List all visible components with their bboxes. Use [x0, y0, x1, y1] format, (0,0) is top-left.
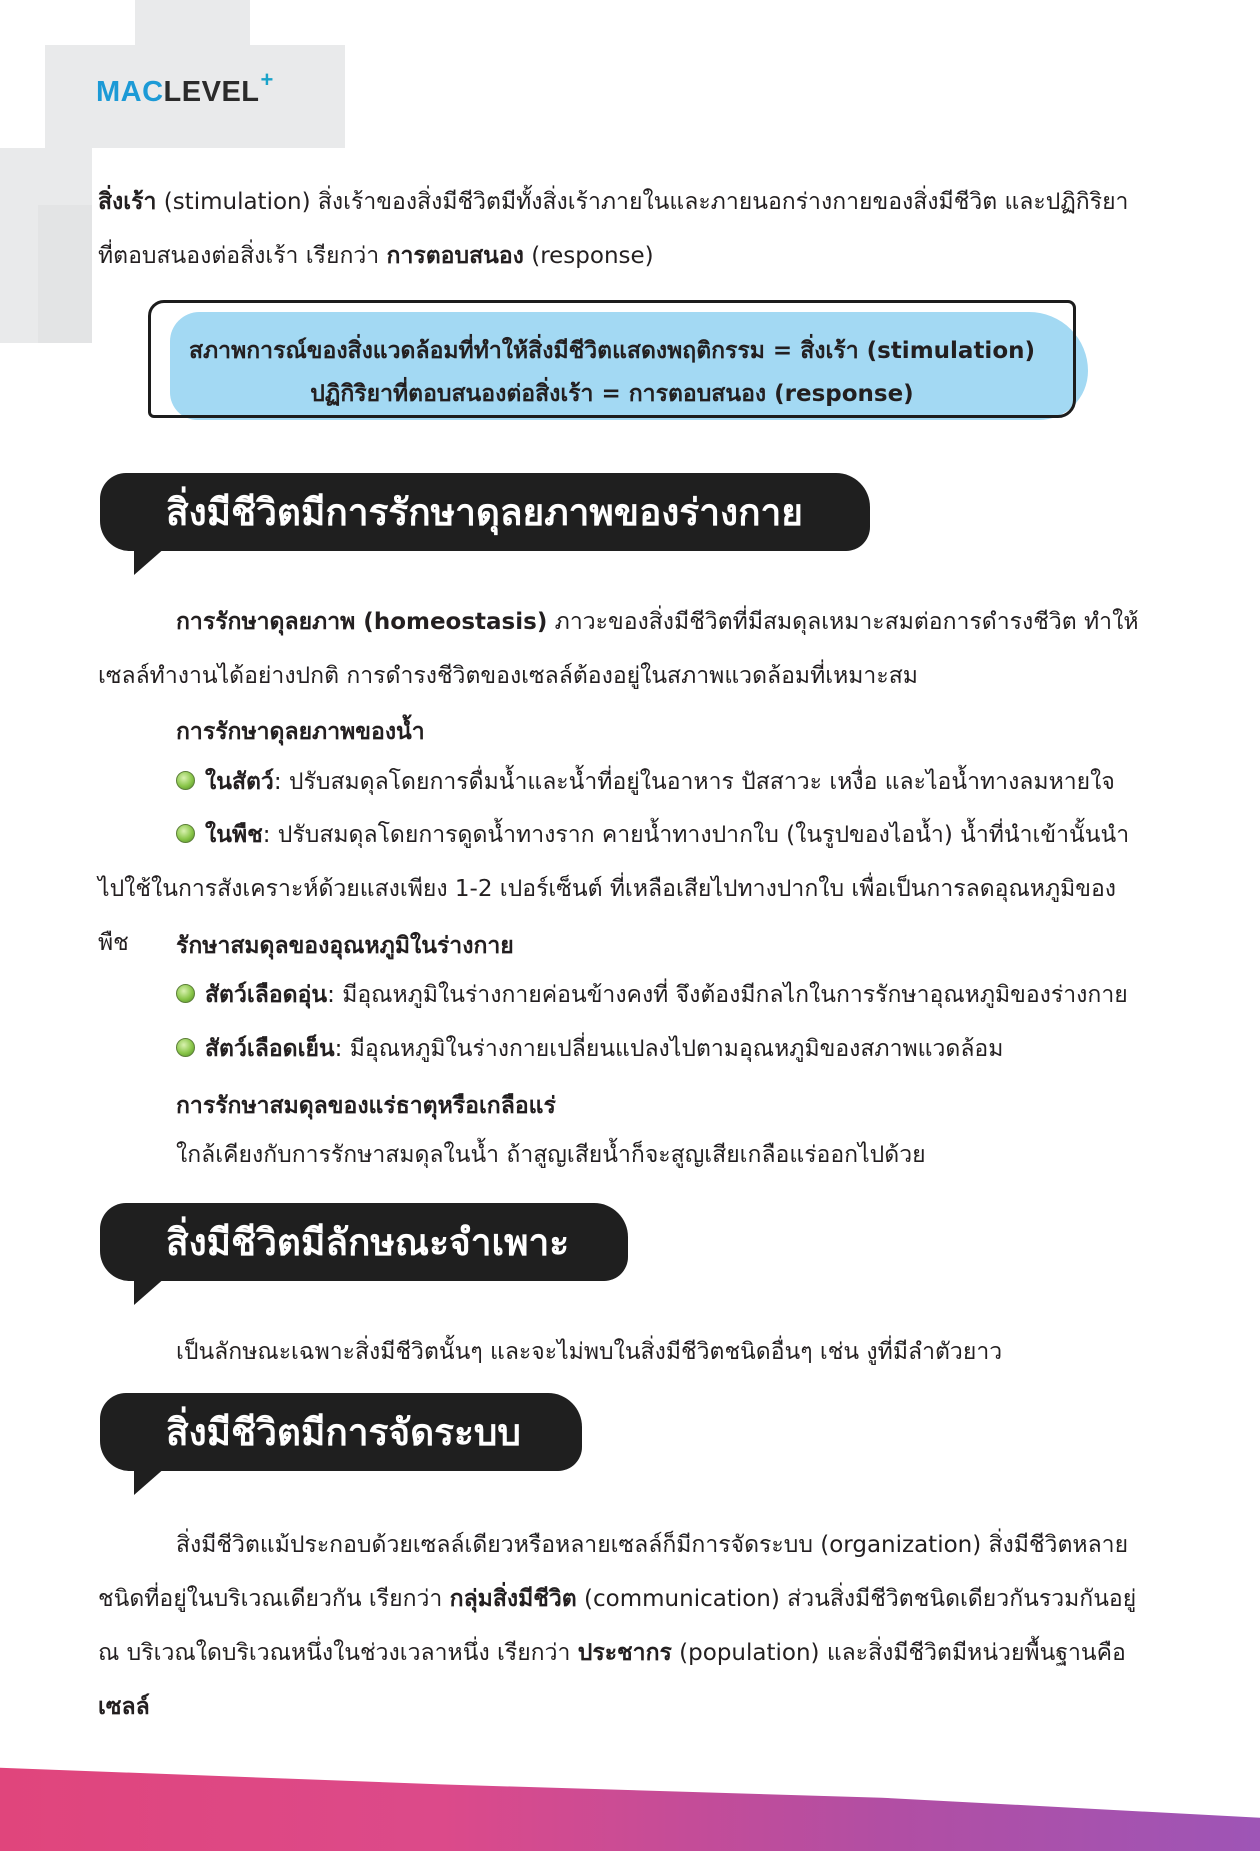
- logo-level: LEVEL: [163, 76, 260, 108]
- organization-bold-1: กลุ่มสิ่งมีชีวิต: [449, 1586, 577, 1612]
- maclevel-logo: [96, 67, 274, 109]
- section-heading: สิ่งมีชีวิตมีการจัดระบบ: [100, 1393, 582, 1471]
- bullet-animal-label: ในสัตว์: [205, 769, 274, 795]
- bullet-warm-text: : มีอุณหภูมิในร่างกายค่อนข้างคงที่ จึงต้องมีกลไกในการรักษาอุณหภูมิของร่างกาย: [327, 982, 1128, 1008]
- organization-text-2: (communication) ส่วนสิ่งมีชีวิตชนิดเดียวกันรวมกันอยู่ ณ บริเวณใดบริเวณหนึ่งในช่วงเวลาหนึ่ง เรียกว่า: [98, 1586, 1137, 1666]
- bullet-cold-blooded: [176, 1022, 1146, 1076]
- temperature-heading: รักษาสมดุลของอุณหภูมิในร่างกาย: [176, 933, 514, 959]
- banner-tail: [134, 547, 166, 575]
- intro-term-2: การตอบสนอง: [386, 243, 524, 269]
- bullet-animal-text: : ปรับสมดุลโดยการดื่มน้ำและน้ำที่อยู่ในอาหาร ปัสสาวะ เหงื่อ และไอน้ำทางลมหายใจ: [273, 769, 1115, 795]
- bullet-cold-text: : มีอุณหภูมิในร่างกายเปลี่ยนแปลงไปตามอุณหภูมิของสภาพแวดล้อม: [334, 1036, 1004, 1062]
- mineral-text: ใกล้เคียงกับการรักษาสมดุลในน้ำ ถ้าสูญเสียน้ำก็จะสูญเสียเกลือแร่ออกไปด้วย: [176, 1142, 926, 1168]
- callout-text: [148, 330, 1076, 416]
- homeostasis-text: ภาวะของสิ่งมีชีวิตที่มีสมดุลเหมาะสมต่อการดำรงชีวิต ทำให้เซลล์ทำงานได้อย่างปกติ การดำรงชีวิตของเซลล์ต้องอยู่ในสภาพแวดล้อมที่เหมาะสม: [98, 609, 1139, 689]
- organization-bold-2: ประชากร: [577, 1640, 672, 1666]
- background-decoration: [38, 205, 92, 343]
- banner-tail: [134, 1277, 166, 1305]
- logo-plus-icon: +: [260, 67, 274, 92]
- callout-line-2: ปฏิกิริยาที่ตอบสนองต่อสิ่งเร้า = การตอบสนอง (response): [310, 381, 914, 407]
- organization-bold-3: เซลล์: [98, 1694, 150, 1720]
- intro-text-1: (stimulation) สิ่งเร้าของสิ่งมีชีวิตมีทั้งสิ่งเร้าภายในและภายนอกร่างกายของสิ่งมีชีวิต และปฏิกิริยาที่ตอบสนองต่อสิ่งเร้า เรียกว่า: [98, 189, 1129, 269]
- bullet-dot-icon: [176, 771, 195, 790]
- organization-text-3: (population) และสิ่งมีชีวิตมีหน่วยพื้นฐานคือ: [671, 1640, 1126, 1666]
- intro-paragraph: [98, 175, 1143, 283]
- homeostasis-paragraph: [98, 595, 1143, 703]
- section-heading: สิ่งมีชีวิตมีลักษณะจำเพาะ: [100, 1203, 628, 1281]
- footer-gradient: [0, 1740, 1260, 1851]
- banner-tail: [134, 1467, 166, 1495]
- bullet-plant-text: : ปรับสมดุลโดยการดูดน้ำทางราก คายน้ำทางปากใบ (ในรูปของไอน้ำ) น้ำที่นำเข้านั้นนำไปใช้ในการสังเคราะห์ด้วยแสงเพียง 1-2 เปอร์เซ็นต์ ที่เหลือเสียไปทางปากใบ เพื่อเป็นการลดอุณหภูมิของพืช: [98, 822, 1130, 956]
- organization-text-1: สิ่งมีชีวิตแม้ประกอบด้วยเซลล์เดียวหรือหลายเซลล์ก็มีการจัดระบบ (organization) สิ่งมีชีวิตหลายชนิดที่อยู่ในบริเวณเดียวกัน เรียกว่า: [98, 1532, 1129, 1612]
- water-heading: การรักษาดุลยภาพของน้ำ: [176, 719, 425, 745]
- callout-line-1: สภาพการณ์ของสิ่งแวดล้อมที่ทำให้สิ่งมีชีวิตแสดงพฤติกรรม = สิ่งเร้า (stimulation): [188, 338, 1036, 364]
- bullet-animal: [176, 755, 1146, 809]
- mineral-heading: การรักษาสมดุลของแร่ธาตุหรือเกลือแร่: [176, 1093, 556, 1119]
- bullet-warm-label: สัตว์เลือดอุ่น: [205, 982, 328, 1008]
- section-heading: สิ่งมีชีวิตมีการรักษาดุลยภาพของร่างกาย: [100, 473, 870, 551]
- bullet-cold-label: สัตว์เลือดเย็น: [205, 1036, 335, 1062]
- bullet-dot-icon: [176, 984, 195, 1003]
- organization-paragraph: [98, 1518, 1143, 1734]
- bullet-dot-icon: [176, 1038, 195, 1057]
- homeostasis-term: การรักษาดุลยภาพ (homeostasis): [176, 609, 548, 635]
- definition-callout: [148, 300, 1076, 424]
- logo-mac: MAC: [96, 76, 164, 108]
- intro-term: สิ่งเร้า: [98, 189, 157, 215]
- intro-text-2: (response): [523, 243, 654, 269]
- bullet-dot-icon: [176, 824, 195, 843]
- specific-text: เป็นลักษณะเฉพาะสิ่งมีชีวิตนั้นๆ และจะไม่พบในสิ่งมีชีวิตชนิดอื่นๆ เช่น งูที่มีลำตัวยาว: [176, 1339, 1003, 1365]
- background-decoration: [135, 0, 250, 45]
- bullet-plant-label: ในพืช: [205, 822, 263, 848]
- bullet-warm-blooded: [176, 968, 1146, 1022]
